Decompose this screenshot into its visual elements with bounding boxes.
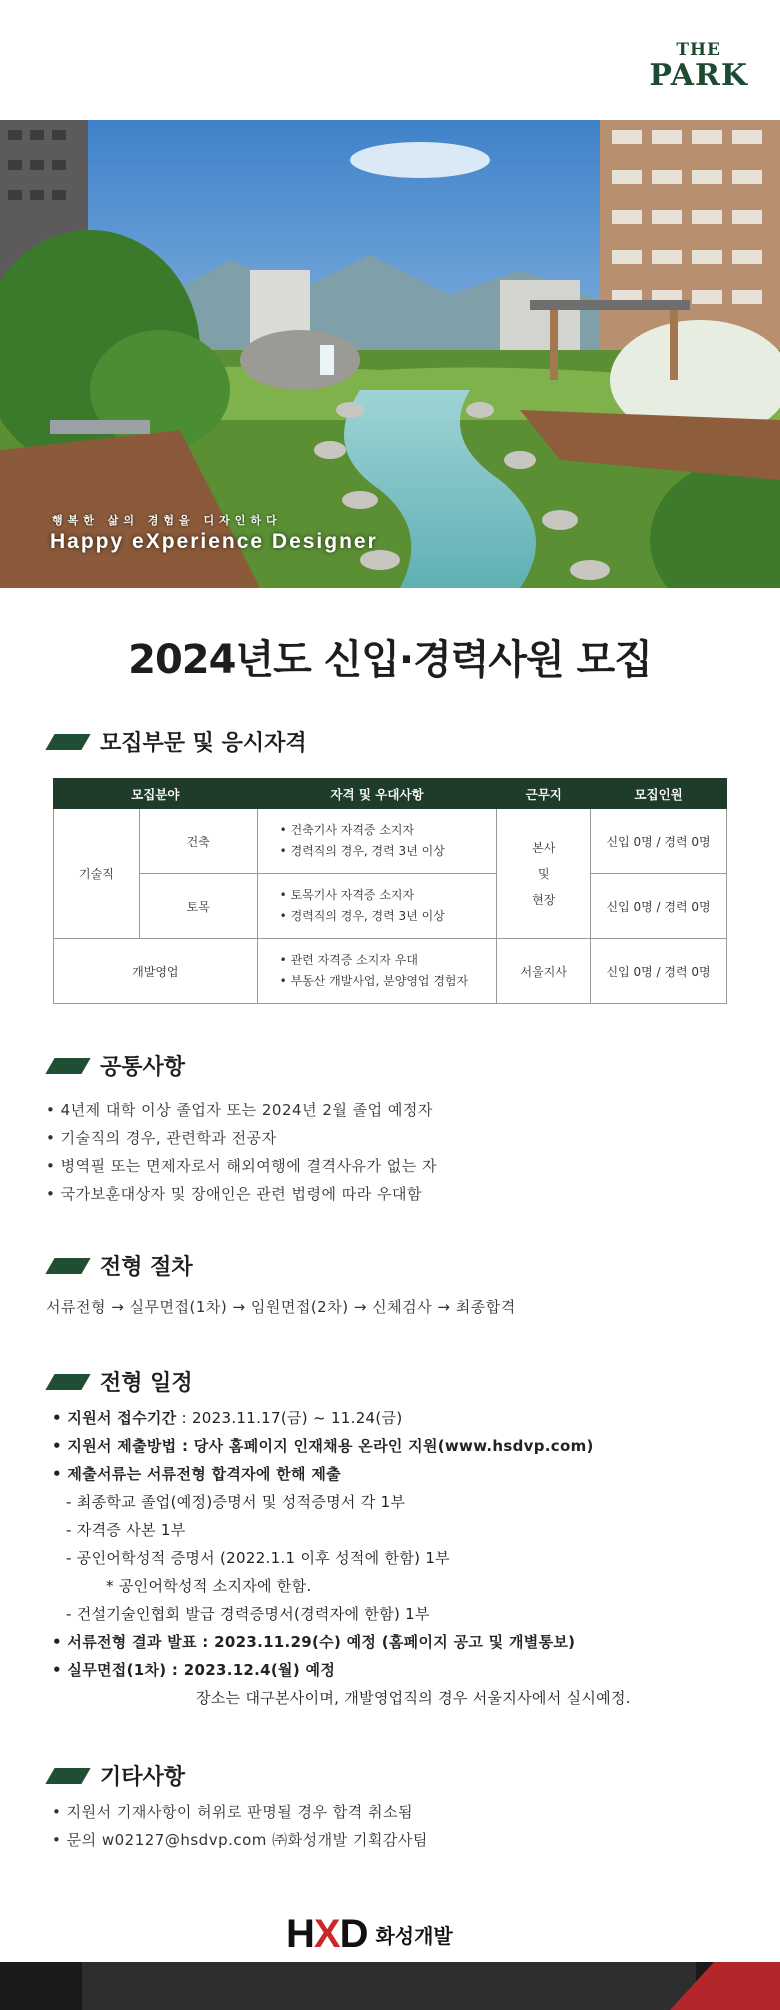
- field-cell: 토목: [139, 874, 257, 939]
- list-item: • 지원서 기재사항이 허위로 판명될 경우 합격 취소됨: [52, 1803, 414, 1821]
- schedule-interview: • 실무면접(1차) : 2023.12.4(월) 예정: [52, 1661, 336, 1679]
- header-location: 근무지: [497, 779, 591, 809]
- location-line: 현장: [532, 892, 556, 907]
- header-field: 모집분야: [54, 779, 258, 809]
- section-heading-schedule: [44, 1366, 193, 1397]
- hxd-wordmark: [286, 1912, 367, 1957]
- brand-korean: 화성개발: [375, 1924, 453, 1948]
- etc-list: [52, 1798, 428, 1854]
- qualification-cell: [257, 874, 497, 939]
- doc-item: - 자격증 사본 1부: [66, 1521, 186, 1539]
- doc-item: - 건설기술인협회 발급 경력증명서(경력자에 한함) 1부: [66, 1605, 430, 1623]
- qualification-cell: [257, 809, 497, 874]
- hero-image: [0, 120, 780, 588]
- hero-tagline-english: Happy eXperience Designer: [50, 530, 378, 553]
- apply-label: • 지원서 접수기간: [52, 1409, 177, 1427]
- schedule-method: • 지원서 제출방법 : 당사 홈페이지 인재채용 온라인 지원(www.hsdvp.com): [52, 1437, 594, 1455]
- process-steps: 서류전형 → 실무면접(1차) → 임원면접(2차) → 신체검사 → 최종합격: [46, 1298, 516, 1316]
- section-title: 전형 일정: [100, 1371, 193, 1396]
- qualification-line: • 토목기사 자격증 소지자: [279, 888, 415, 902]
- table-row: [54, 809, 727, 874]
- section-heading-common: [44, 1050, 185, 1081]
- location-cell: [497, 809, 591, 939]
- the-park-logo: [649, 40, 748, 92]
- section-mark-icon: [45, 1768, 90, 1784]
- list-item: • 4년제 대학 이상 졸업자 또는 2024년 2월 졸업 예정자: [46, 1101, 433, 1119]
- apply-value: : 2023.11.17(금) ~ 11.24(금): [176, 1409, 403, 1427]
- brand-x: X: [313, 1912, 340, 1956]
- field-cell: 개발영업: [54, 939, 258, 1004]
- qualification-line: • 건축기사 자격증 소지자: [279, 823, 415, 837]
- doc-item: - 최종학교 졸업(예정)증명서 및 성적증명서 각 1부: [66, 1493, 406, 1511]
- table-row: [54, 939, 727, 1004]
- headcount-cell: 신입 0명 / 경력 0명: [591, 939, 727, 1004]
- list-item: • 국가보훈대상자 및 장애인은 관련 법령에 따라 우대함: [46, 1185, 423, 1203]
- location-cell: 서울지사: [497, 939, 591, 1004]
- header-headcount: 모집인원: [591, 779, 727, 809]
- list-item: • 기술직의 경우, 관련학과 전공자: [46, 1129, 277, 1147]
- qualification-cell: [257, 939, 497, 1004]
- section-title: 모집부문 및 응시자격: [100, 731, 307, 756]
- section-mark-icon: [45, 1258, 90, 1274]
- section-heading-recruit: [44, 726, 307, 757]
- hxd-logo: [286, 1912, 453, 1957]
- location-line: 본사: [532, 840, 556, 855]
- logo-the: THE: [676, 40, 721, 60]
- qualification-line: • 관련 자격증 소지자 우대: [279, 953, 418, 967]
- field-cell: 건축: [139, 809, 257, 874]
- hero-tagline-korean: 행복한 삶의 경험을 디자인하다: [52, 514, 282, 527]
- page-title: 2024년도 신입·경력사원 모집: [128, 637, 652, 683]
- table-row: [54, 874, 727, 939]
- section-mark-icon: [45, 1374, 90, 1390]
- qualification-line: • 부동산 개발사업, 분양영업 경험자: [279, 974, 469, 988]
- schedule-apply: [52, 1404, 631, 1432]
- table-header-row: [54, 779, 727, 809]
- location-line: 및: [537, 866, 550, 881]
- doc-item: - 공인어학성적 증명서 (2022.1.1 이후 성적에 한함) 1부: [66, 1549, 450, 1567]
- section-heading-process: [44, 1250, 193, 1281]
- section-title: 공통사항: [100, 1055, 186, 1080]
- header-qualification: 자격 및 우대사항: [257, 779, 497, 809]
- logo-park: PARK: [649, 58, 748, 93]
- common-list: [46, 1096, 437, 1208]
- headcount-cell: 신입 0명 / 경력 0명: [591, 809, 727, 874]
- qualification-line: • 경력직의 경우, 경력 3년 이상: [279, 844, 445, 858]
- section-mark-icon: [45, 734, 90, 750]
- section-mark-icon: [45, 1058, 90, 1074]
- section-heading-etc: [44, 1760, 185, 1791]
- brand-d: D: [339, 1912, 368, 1956]
- schedule-list: [52, 1404, 631, 1712]
- section-title: 기타사항: [100, 1765, 186, 1790]
- recruitment-table: [53, 778, 727, 1004]
- brand-h: H: [286, 1912, 314, 1956]
- footer-bar: [0, 1962, 780, 2010]
- doc-note: * 공인어학성적 소지자에 한함.: [106, 1577, 312, 1595]
- footer-stripe: [82, 1962, 696, 2010]
- list-item: • 문의 w02127@hsdvp.com ㈜화성개발 기획감사팀: [52, 1831, 428, 1849]
- headcount-cell: 신입 0명 / 경력 0명: [591, 874, 727, 939]
- list-item: • 병역필 또는 면제자로서 해외여행에 결격사유가 없는 자: [46, 1157, 437, 1175]
- section-title: 전형 절차: [100, 1255, 193, 1280]
- interview-note: 장소는 대구본사이며, 개발영업직의 경우 서울지사에서 실시예정.: [196, 1689, 631, 1707]
- group-cell: 기술직: [54, 809, 140, 939]
- schedule-docs: • 제출서류는 서류전형 합격자에 한해 제출: [52, 1465, 341, 1483]
- qualification-line: • 경력직의 경우, 경력 3년 이상: [279, 909, 445, 923]
- schedule-result: • 서류전형 결과 발표 : 2023.11.29(수) 예정 (홈페이지 공고 및 개별통보): [52, 1633, 576, 1651]
